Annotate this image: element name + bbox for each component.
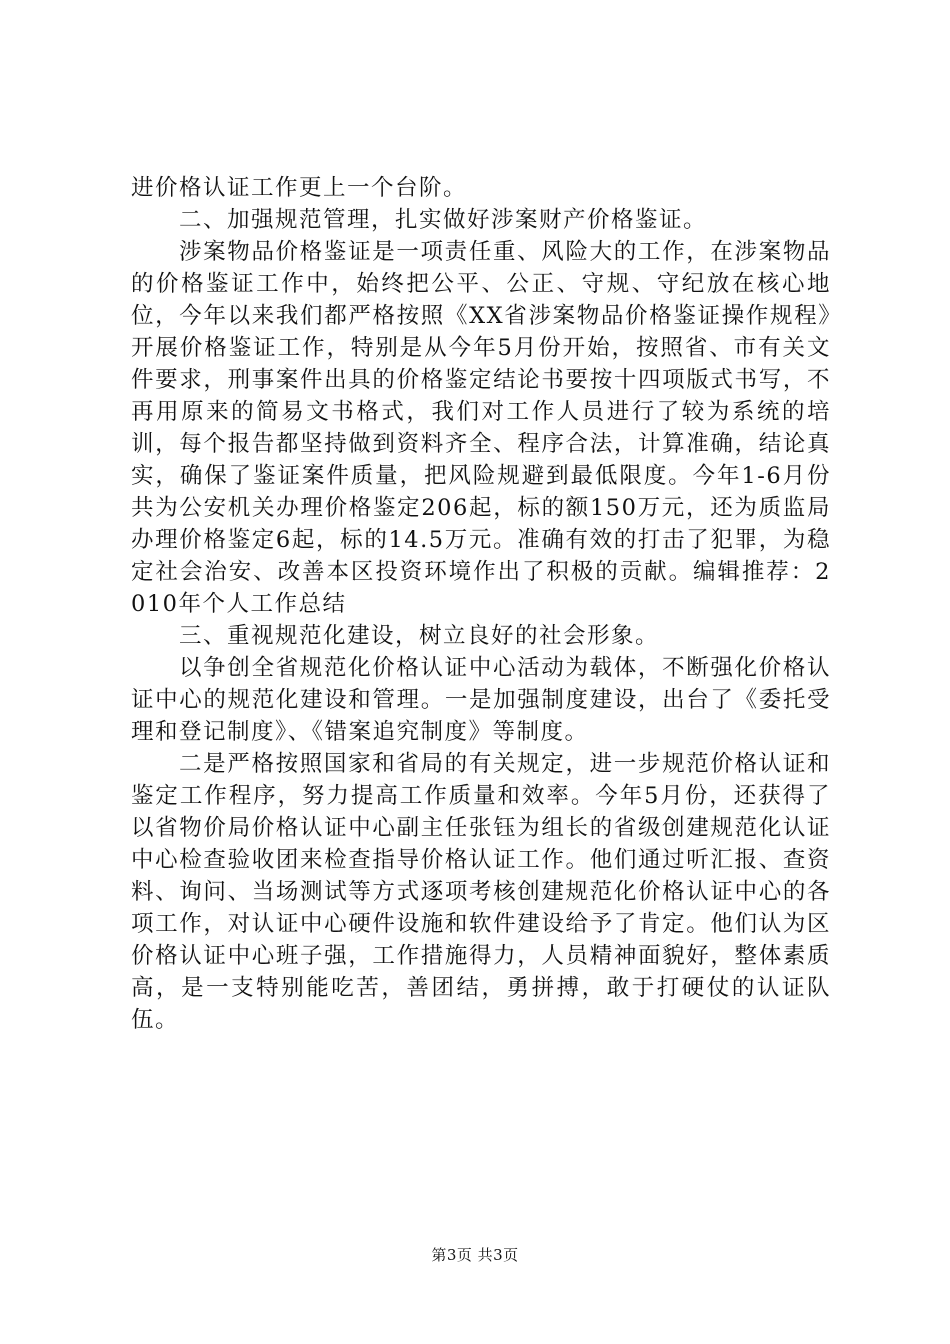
paragraph-standardization: 以争创全省规范化价格认证中心活动为载体，不断强化价格认证中心的规范化建设和管理。一是加强制度建设，出台了《委托受理和登记制度》、《错案追究制度》等制度。 (131, 655, 831, 745)
paragraph-continuation: 进价格认证工作更上一个台阶。 (131, 175, 468, 201)
document-body (131, 172, 831, 1036)
paragraph-inspection: 二是严格按照国家和省局的有关规定，进一步规范价格认证和鉴定工作程序，努力提高工作质量和效率。今年5月份，还获得了以省物价局价格认证中心副主任张钰为组长的省级创建规范化认证中心检查验收团来检查指导价格认证工作。他们通过听汇报、查资料、询问、当场测试等方式逐项考核创建规范化价格认证中心的各项工作，对认证中心硬件设施和软件建设给予了肯定。他们认为区价格认证中心班子强，工作措施得力，人员精神面貌好，整体素质高，是一支特别能吃苦，善团结，勇拼搏，敢于打硬仗的认证队伍。 (131, 751, 831, 1033)
paragraph-case-appraisal: 涉案物品价格鉴证是一项责任重、风险大的工作，在涉案物品的价格鉴证工作中，始终把公平、公正、守规、守纪放在核心地位，今年以来我们都严格按照《XX省涉案物品价格鉴证操作规程》开展价格鉴证工作，特别是从今年5月份开始，按照省、市有关文件要求，刑事案件出具的价格鉴定结论书要按十四项版式书写，不再用原来的简易文书格式，我们对工作人员进行了较为系统的培训，每个报告都坚持做到资料齐全、程序合法，计算准确，结论真实，确保了鉴证案件质量，把风险规避到最低限度。今年1-6月份共为公安机关办理价格鉴定206起，标的额150万元，还为质监局办理价格鉴定6起，标的14.5万元。准确有效的打击了犯罪，为稳定社会治安、改善本区投资环境作出了积极的贡献。编辑推荐：2010年个人工作总结 (131, 239, 831, 617)
section-heading-2: 二、加强规范管理，扎实做好涉案财产价格鉴证。 (179, 207, 708, 233)
section-heading-3: 三、重视规范化建设，树立良好的社会形象。 (179, 623, 660, 649)
page-number-footer: 第3页 共3页 (431, 1246, 519, 1264)
